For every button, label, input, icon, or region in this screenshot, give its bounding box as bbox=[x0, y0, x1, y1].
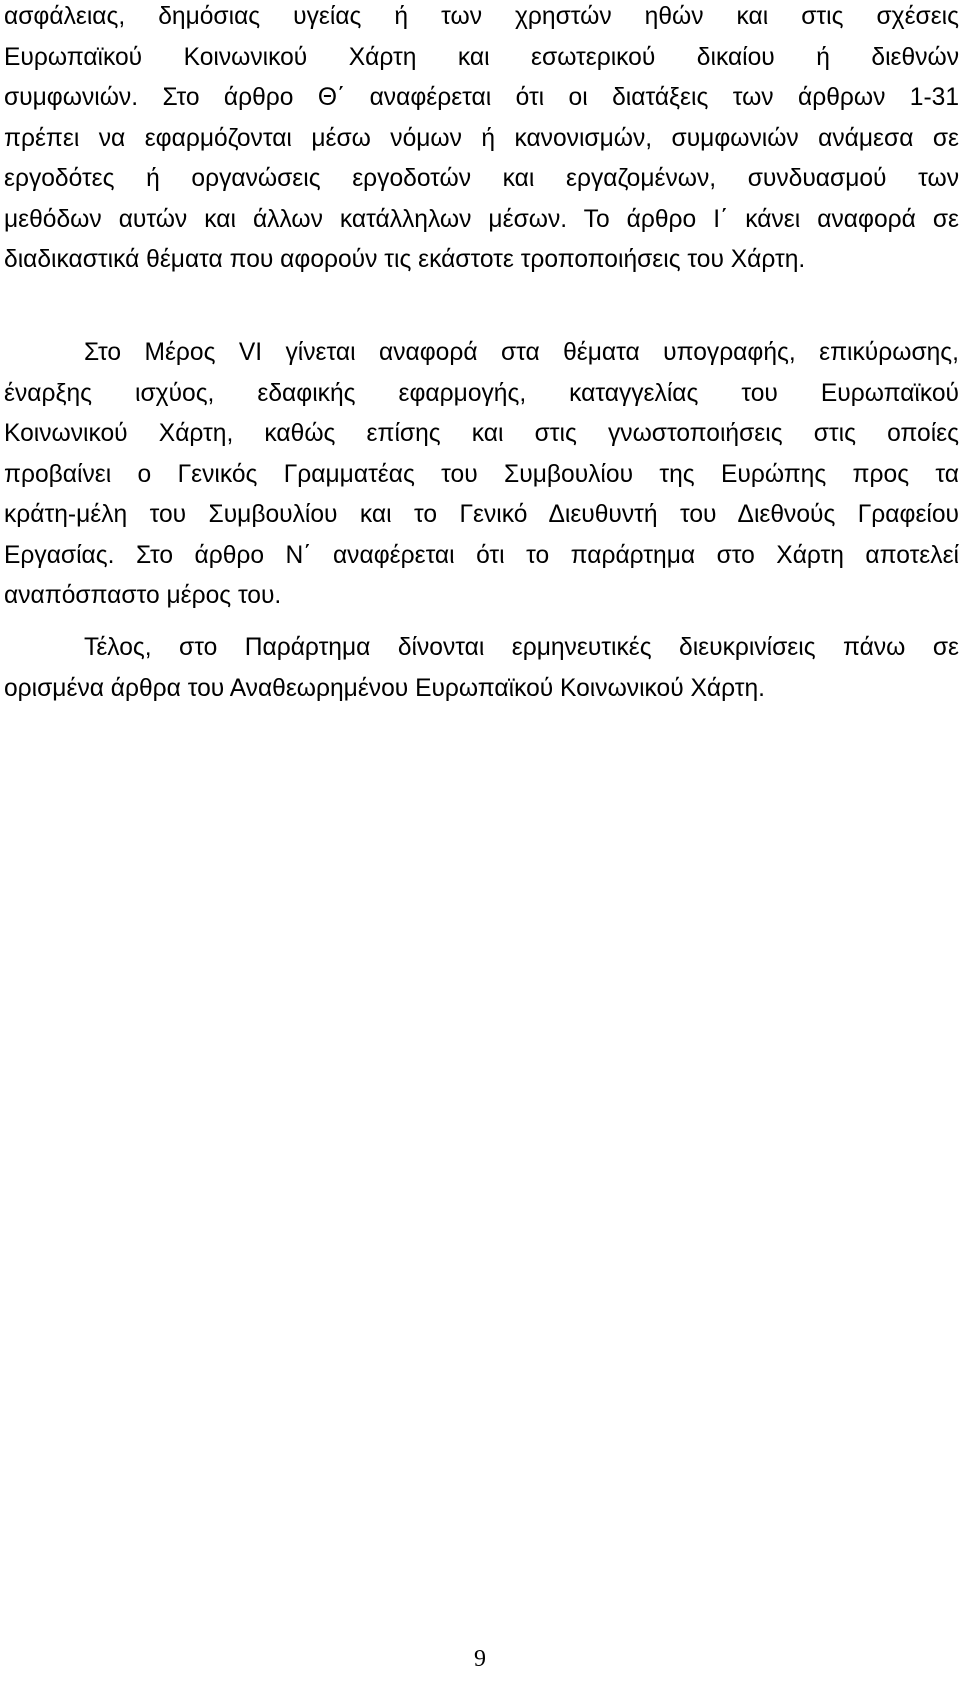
paragraph-annex bbox=[4, 628, 959, 709]
paragraph-part-six bbox=[4, 333, 959, 617]
text-line: Εργασίας. Στο άρθρο Ν΄ αναφέρεται ότι το παράρτημα στο Χάρτη αποτελεί bbox=[4, 541, 959, 569]
text-line: Ευρωπαϊκού Κοινωνικού Χάρτη και εσωτερικού δικαίου ή διεθνών bbox=[4, 43, 959, 71]
text-line: Κοινωνικού Χάρτη, καθώς επίσης και στις γνωστοποιήσεις στις οποίες bbox=[4, 420, 959, 447]
text-line: έναρξης ισχύος, εδαφικής εφαρμογής, καταγγελίας του Ευρωπαϊκού bbox=[4, 379, 959, 407]
text-line: ορισμένα άρθρα του Αναθεωρημένου Ευρωπαϊκού Κοινωνικού Χάρτη. bbox=[4, 674, 765, 702]
text-line: μεθόδων αυτών και άλλων κατάλληλων μέσων. Το άρθρο Ι΄ κάνει αναφορά σε bbox=[4, 205, 959, 233]
text-line: συμφωνιών. Στο άρθρο Θ΄ αναφέρεται ότι οι διατάξεις των άρθρων 1-31 bbox=[4, 84, 959, 111]
text-line: εργοδότες ή οργανώσεις εργοδοτών και εργαζομένων, συνδυασμού των bbox=[4, 165, 959, 192]
text-line: Τέλος, στο Παράρτημα δίνονται ερμηνευτικές διευκρινίσεις πάνω σε bbox=[84, 634, 959, 661]
text-line: αναπόσπαστο μέρος του. bbox=[4, 582, 282, 609]
text-line: προβαίνει ο Γενικός Γραμματέας του Συμβουλίου της Ευρώπης προς τα bbox=[4, 460, 959, 488]
text-line: πρέπει να εφαρμόζονται μέσω νόμων ή κανονισμών, συμφωνιών ανάμεσα σε bbox=[4, 124, 959, 152]
text-line: ασφάλειας, δημόσιας υγείας ή των χρηστών ηθών και στις σχέσεις bbox=[4, 3, 959, 30]
paragraph-charter-articles bbox=[4, 0, 959, 281]
text-line: κράτη-μέλη του Συμβουλίου και το Γενικό Διευθυντή του Διεθνούς Γραφείου bbox=[4, 501, 959, 528]
text-line: Στο Μέρος VI γίνεται αναφορά στα θέματα υπογραφής, επικύρωσης, bbox=[84, 339, 959, 366]
page-number: 9 bbox=[474, 1646, 486, 1672]
text-line: διαδικαστικά θέματα που αφορούν τις εκάστοτε τροποποιήσεις του Χάρτη. bbox=[4, 246, 806, 273]
